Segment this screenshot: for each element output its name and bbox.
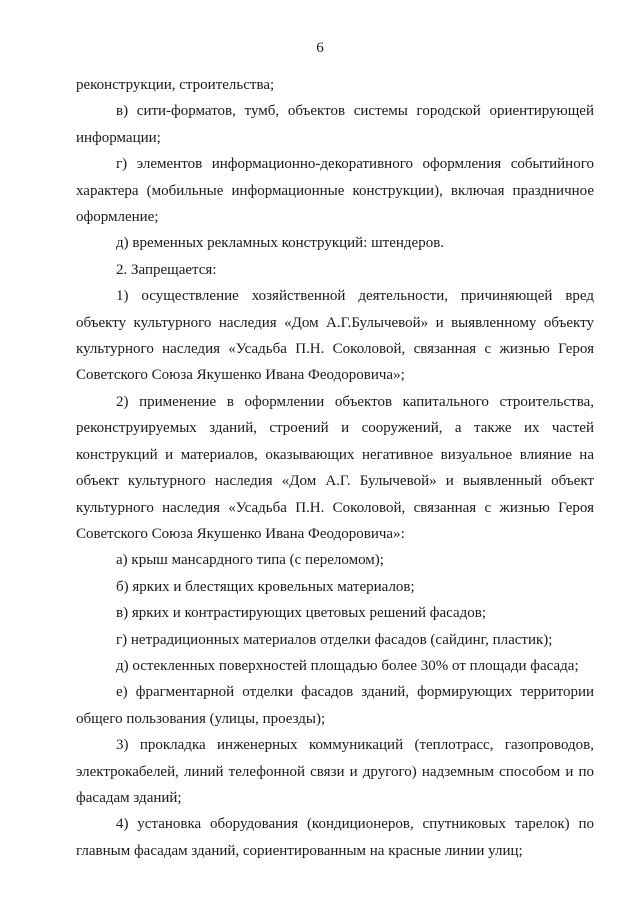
paragraph-item-a-mansard-roofs: а) крыш мансардного типа (с переломом); [116, 552, 384, 569]
paragraph-item-d-temporary-ads: д) временных рекламных конструкций: штендеров. [116, 235, 445, 252]
paragraph-prohibition-1: 1) осуществление хозяйственной деятельности, причиняющей вред объекту культурного наследия «Дом А.Г.Булычевой» и выявленному объекту культурного наследия «Усадьба П.Н. Соколовой, связанная с жизнью Героя Советского Союза Якушенко Ивана Феодоровича»; [76, 288, 594, 384]
paragraph-prohibition-3: 3) прокладка инженерных коммуникаций (теплотрасс, газопроводов, электрокабелей, линий телефонной связи и другого) надземным способом и по фасадам зданий; [76, 737, 594, 806]
paragraph-prohibition-4: 4) установка оборудования (кондиционеров, спутниковых тарелок) по главным фасадам зданий, сориентированным на красные линии улиц; [76, 816, 594, 859]
paragraph-item-v-city-formats: в) сити-форматов, тумб, объектов системы городской ориентирующей информации; [76, 103, 594, 146]
paragraph-prohibition-2: 2) применение в оформлении объектов капитального строительства, реконструируемых зданий, строений и сооружений, а также их частей конструкций и материалов, оказывающих негативное визуальное влияние на объект культурного наследия «Дом А.Г. Булычевой» и выявленный объект культурного наследия «Усадьба П.Н. Соколовой, связанная с жизнью Героя Советского Союза Якушенко Ивана Феодоровича»: [76, 393, 594, 542]
paragraph-continuation: реконструкции, строительства; [76, 77, 275, 93]
paragraph-section-prohibited: 2. Запрещается: [116, 261, 217, 278]
paragraph-item-b-roofing-materials: б) ярких и блестящих кровельных материалов; [116, 578, 415, 595]
paragraph-item-v-facade-colors: в) ярких и контрастирующих цветовых решений фасадов; [116, 605, 486, 622]
paragraph-item-e-fragmentary-finishing: е) фрагментарной отделки фасадов зданий, формирующих территории общего пользования (улицы, проезды); [76, 684, 594, 727]
paragraph-item-g-facade-materials: г) нетрадиционных материалов отделки фасадов (сайдинг, пластик); [116, 631, 553, 648]
paragraph-item-d-glazed-surfaces: д) остекленных поверхностей площадью более 30% от площади фасада; [116, 657, 579, 674]
paragraph-item-g-decorative-elements: г) элементов информационно-декоративного оформления событийного характера (мобильные информационные конструкции), включая праздничное оформление; [76, 156, 594, 226]
page-number: 6 [316, 40, 324, 56]
document-body [76, 72, 594, 864]
